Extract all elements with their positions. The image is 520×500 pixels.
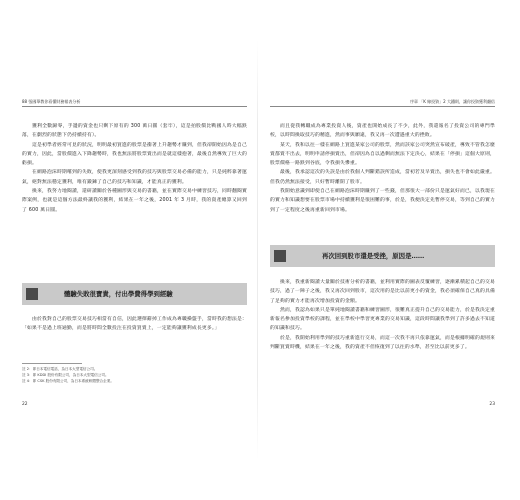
left-heading-text: 體驗失敗很寶貴，付出學費得學到經驗 [64,290,173,298]
right-page-number: 23 [489,402,495,407]
left-paragraph: 獲利全數歸零，手邊的資金也只剩下原有的 300 萬日圓（套牢），這是拍股價比戰國人時大幅跌落，在劇烈的狀態下仍持續持有）。 [22,124,247,139]
left-page-number: 22 [22,402,28,407]
left-paragraph: 在網路泡沫時期嚐到的失敗，使我更深刻感受到我的技巧與股票交易必備的能力，只是純粹靠著運氣，絕對無法穩定獲利，唯有鍛鍊了自己的技巧和知識，才能真正的獲利。 [22,170,247,185]
left-body-text [22,122,247,215]
left-page [22,0,247,500]
left-paragraph: 這是初學者經常可見的狀況，明明最初買進的股票是衝著上升趨勢才賺到，但我卻開始因為是自己的實力，因此，當股價進入下降趨勢時，我也無法將股票賣出而是就這樣抱著，最後自然導致了巨大的虧損。 [22,142,247,167]
right-section-heading [270,245,495,267]
right-paragraph: 我開始意識到即使自己在網路泡沫時期賺到了一些錢，但那很大一部份只是運氣好而已，以我現在的實力和知識想要在股票市場中持續獲利是很困難的事，於是，我便決定先暫停交易，等到自己的實力到了一定程度之後再重新回到市場。 [270,189,495,213]
footnote: 註 4：即 CSK 股份有限公司，為日本系統軟體整合企業。 [22,379,114,383]
right-paragraph: 某天，我和以往一樣在網路上買進某家公司的股票，然而該家公司突然宣布破產，導致不管我怎麼賣都賣不出去，明明申請停損賣出，但卻因為自以過剩而無法下定決心，結果在「停損」這個大原則，股票價格一路跌到谷底，令我損失慘重。 [270,142,495,167]
right-paragraph: 然而，我認為如果只是單純地閱讀書籍和練習圖形，很難真正提升自己的交易能力，於是我決定重新報名參加投資學校的課程，並在學校中學習更專業的交易知識，這段時間讓我學到了許多過去不知道的知識和技巧。 [270,307,495,332]
heading-marker [26,288,38,300]
right-header-rule [270,106,495,107]
right-paragraph: 而且從我轉職成為專業投資人後，資產也開始成長了不少，此外，我還報名了投資公司的專門學校，以時間換取技巧的精進，然而事與願違，我又再一次遭遇重大的挫敗。 [270,124,495,139]
footnote: 註 2：即日本電信電話，為日本大型電信公司。 [22,367,98,371]
right-paragraph: 換來，我重新閱讀大量關於技術分析的書籍，並利用實際的圖表反覆練習，逐漸累積起自己的交易技巧，過了一陣子之後，我又再次回到股市，這次用的是比以前更小的資金，我必須確保自己真的具備了足夠的實力才能再次增加投資的金額。 [270,280,495,304]
footnote-rule [22,363,82,364]
right-running-head: 序章 「K 線投資」2 大鐵則，讓你投資獲利翻倍 [410,99,495,104]
left-paragraph: 由於我對自己的股票交易技巧相當有自信，因此選擇辭掉工作成為專職操盤手，當時我的想法是：「如果不是過上班通勤，而是將時間全數投注在投資買賣上，一定能夠讓獲利成長更多。」 [22,317,247,332]
left-footnotes [22,363,247,384]
left-section-heading [22,283,247,305]
left-paragraph: 換來，我努力地閱讀，還研讀關於各種圖形與交易的書籍，並在實際交易中練習技巧，同時翻閱實際案例，也就是這個方法最終讓我的獲利，結果在一年之後，2001 年 3 月時，我的資產總算又回到了 600 萬日圓。 [22,189,247,213]
right-body-after-heading [270,278,495,352]
left-body-after-heading [22,315,247,334]
right-body-text [270,122,495,215]
heading-marker [274,250,286,262]
right-paragraph: 最後，我承認這次的失誤是由於我個人判斷錯誤所造成，當初若及早賣出，損失也不會如此嚴重。但我仍然無法接受，只好暫時離開了股市。 [270,170,495,185]
footnote: 註 3：即 KDDI 股份有限公司，為日本大型電信公司。 [22,373,109,377]
left-header-rule [22,106,247,107]
page-fold [257,40,258,460]
right-page [270,0,495,500]
right-heading-text: 再次回到股市還是受挫，原因是…… [322,252,425,260]
left-running-head: 88 張國華教你看懂財務報表分析 [22,99,81,104]
right-paragraph: 於是，我開始利用學到的技巧重新進行交易，而這一次我不再只依靠運氣，而是根據明確的規則來判斷買賣時機，結果在一年之後，我的資產不但恢復到了以往的水準，甚至比以前更多了。 [270,335,495,351]
